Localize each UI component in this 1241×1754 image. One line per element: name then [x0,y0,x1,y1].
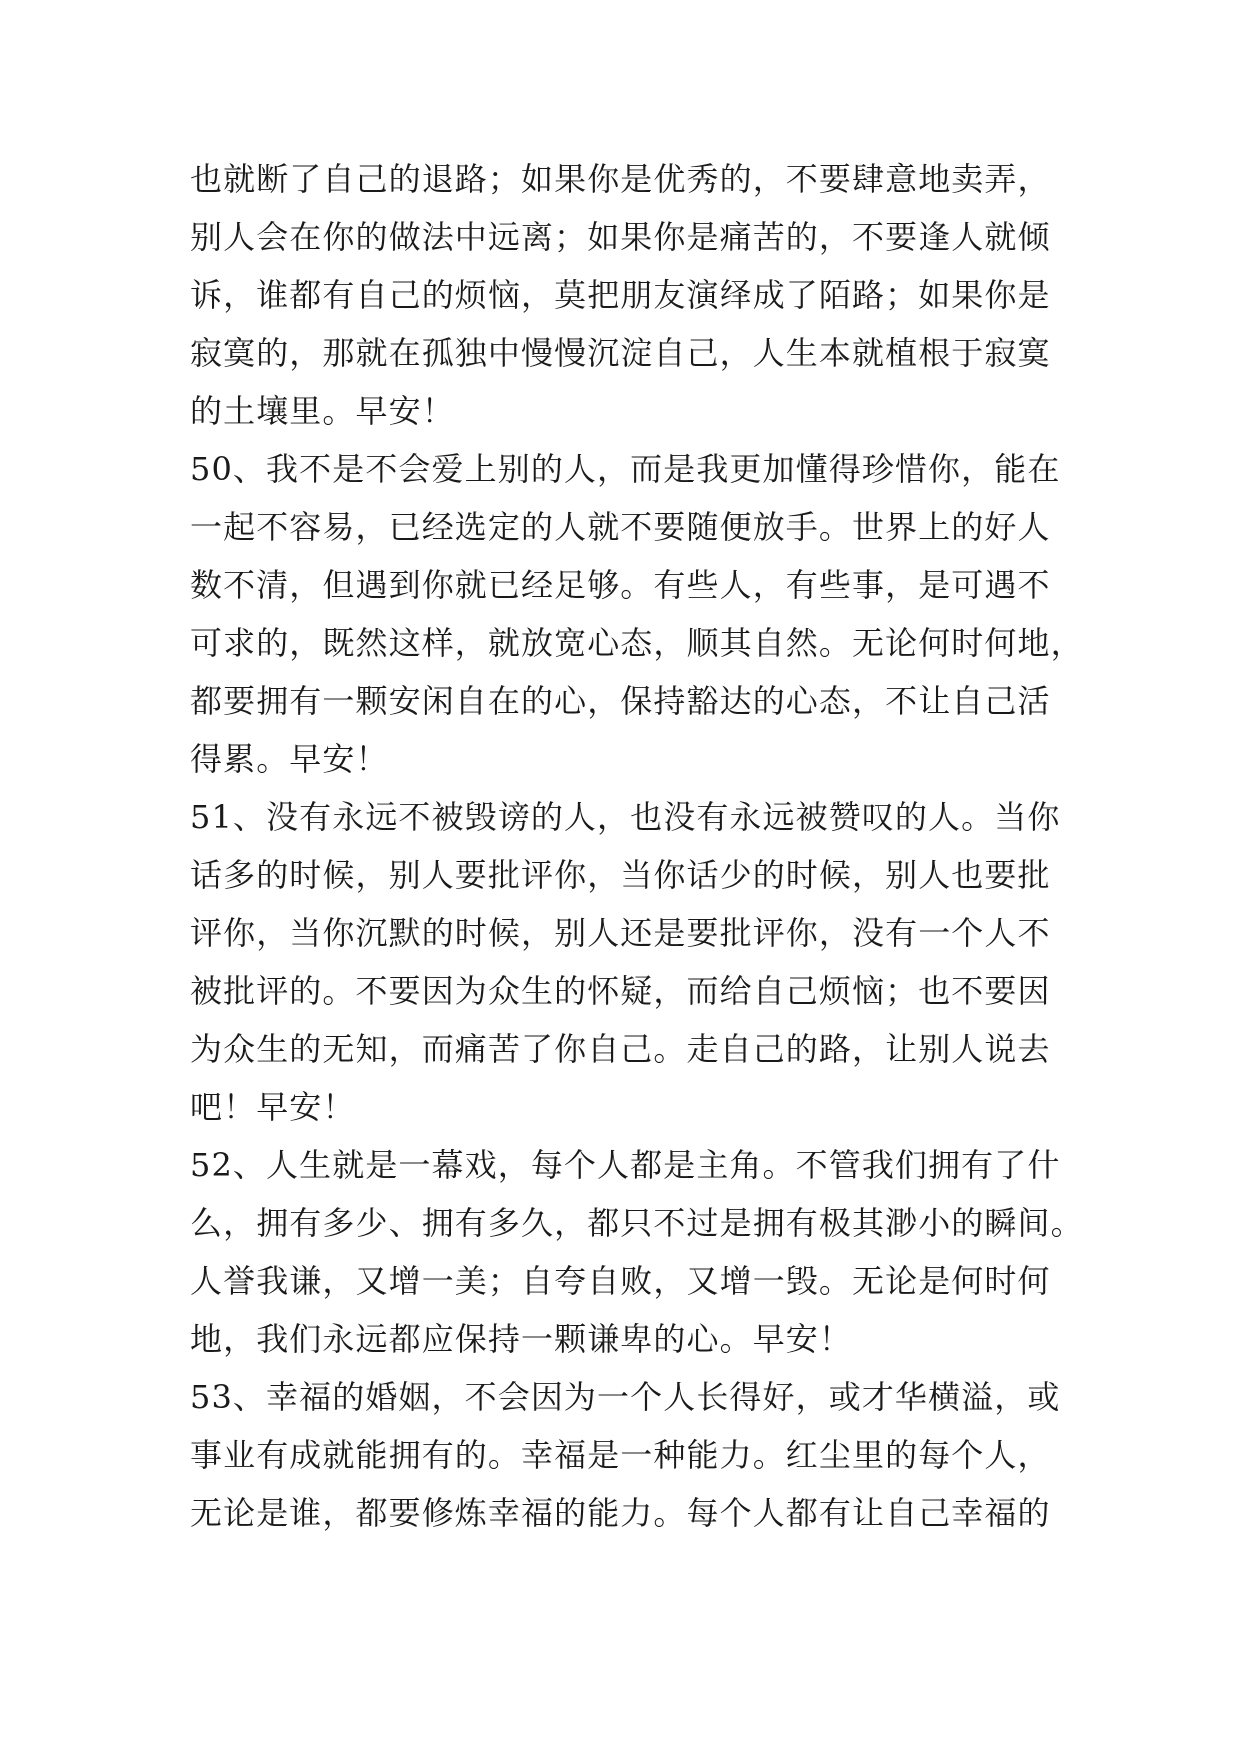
text-line: 得累。早安！ [190,740,389,778]
text-line: 都要拥有一颗安闲自在的心，保持豁达的心态，不让自己活 [190,682,1051,720]
text-line: 52、人生就是一幕戏，每个人都是主角。不管我们拥有了什 [190,1146,1061,1184]
text-line: 51、没有永远不被毁谤的人，也没有永远被赞叹的人。当你 [190,798,1061,836]
text-line: 为众生的无知，而痛苦了你自己。走自己的路，让别人说去 [190,1030,1051,1068]
text-line: 么，拥有多少、拥有多久，都只不过是拥有极其渺小的瞬间。 [190,1204,1084,1242]
text-line: 可求的，既然这样，就放宽心态，顺其自然。无论何时何地， [190,624,1084,662]
text-line: 数不清，但遇到你就已经足够。有些人，有些事，是可遇不 [190,566,1051,604]
text-line: 诉，谁都有自己的烦恼，莫把朋友演绎成了陌路；如果你是 [190,276,1051,314]
text-line: 地，我们永远都应保持一颗谦卑的心。早安！ [190,1320,853,1358]
text-line: 评你，当你沉默的时候，别人还是要批评你，没有一个人不 [190,914,1051,952]
text-line: 53、幸福的婚姻，不会因为一个人长得好，或才华横溢，或 [190,1378,1061,1416]
text-line: 事业有成就能拥有的。幸福是一种能力。红尘里的每个人， [190,1436,1051,1474]
text-line: 一起不容易，已经选定的人就不要随便放手。世界上的好人 [190,508,1051,546]
text-line: 被批评的。不要因为众生的怀疑，而给自己烦恼；也不要因 [190,972,1051,1010]
text-line: 的土壤里。早安！ [190,392,455,430]
text-line: 人誉我谦，又增一美；自夸自败，又增一毁。无论是何时何 [190,1262,1051,1300]
text-line: 无论是谁，都要修炼幸福的能力。每个人都有让自己幸福的 [190,1494,1051,1532]
text-line: 也就断了自己的退路；如果你是优秀的，不要肆意地卖弄， [190,160,1051,198]
text-line: 寂寞的，那就在孤独中慢慢沉淀自己，人生本就植根于寂寞 [190,334,1051,372]
text-line: 50、我不是不会爱上别的人，而是我更加懂得珍惜你，能在 [190,450,1061,488]
text-line: 吧！早安！ [190,1088,356,1126]
text-line: 话多的时候，别人要批评你，当你话少的时候，别人也要批 [190,856,1051,894]
text-line: 别人会在你的做法中远离；如果你是痛苦的，不要逢人就倾 [190,218,1051,256]
